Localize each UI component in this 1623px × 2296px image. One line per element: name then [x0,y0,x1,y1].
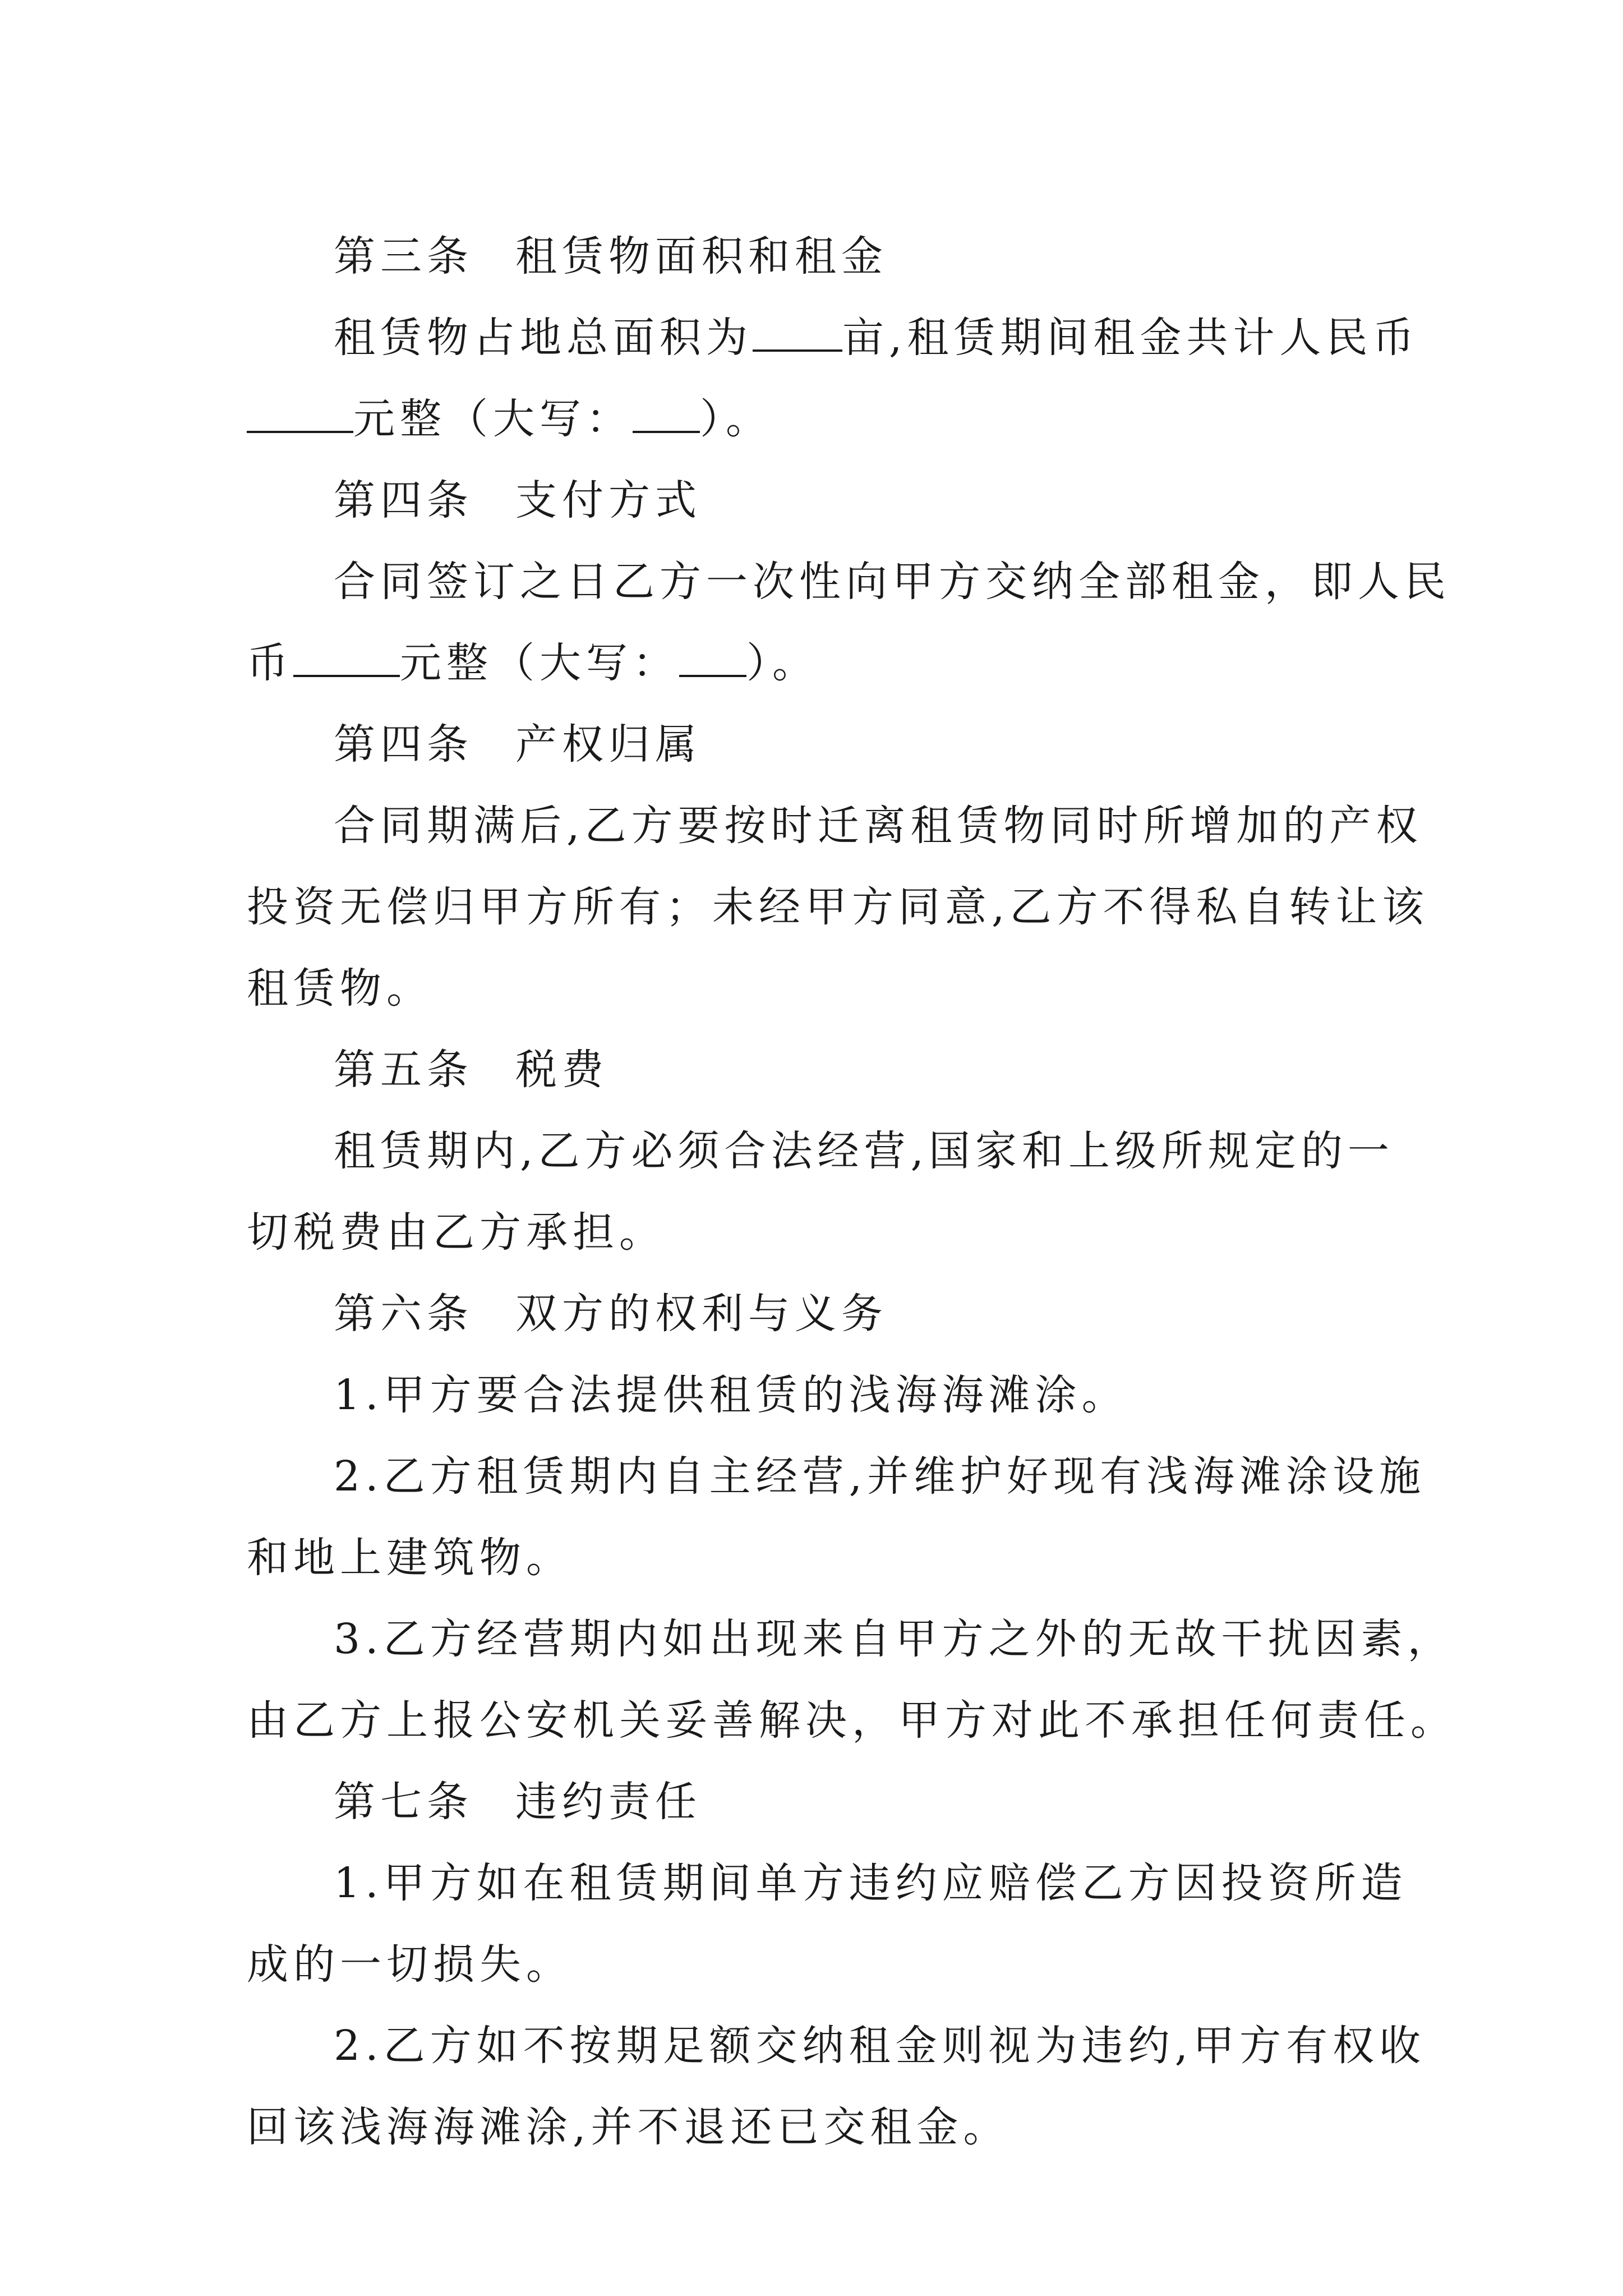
article-4-heading [247,460,1391,541]
article-number: 第四条 [334,720,473,769]
article-title: 支付方式 [515,476,702,524]
fill-blank [247,397,353,433]
article-title: 租赁物面积和租金 [515,232,888,280]
paragraph-line: 由乙方上报公安机关妥善解决，甲方对此不承担任何责任。 [247,1696,1457,1745]
paragraph-line: 成的一切损失。 [247,1940,573,1989]
article-title: 产权归属 [515,720,702,769]
fill-blank [679,641,746,677]
paragraph-line: 租赁物占地总面积为 亩,租赁期间租金共计人民币 [334,314,1419,362]
paragraph-line: 和地上建筑物。 [247,1534,573,1582]
paragraph-line: 切税费由乙方承担。 [247,1208,666,1257]
paragraph-line: 币 元整（大写： ）。 [247,639,819,687]
article-4b-heading [247,704,1391,785]
article-number: 第三条 [334,232,473,280]
paragraph-line: 回该浅海海滩涂,并不退还已交租金。 [247,2103,1010,2151]
paragraph-line: 租赁期内,乙方必须合法经营,国家和上级所规定的一 [334,1127,1395,1175]
fill-blank [753,316,842,352]
paragraph-line: 合同期满后,乙方要按时迁离租赁物同时所增加的产权 [334,802,1423,850]
article-number: 第四条 [334,476,473,524]
list-item: 1.甲方如在租赁期间单方违约应赔偿乙方因投资所造 [334,1859,1408,1907]
paragraph-line: 租赁物。 [247,964,433,1013]
article-7-heading [247,1761,1391,1843]
fill-blank [293,641,400,677]
contract-body [247,216,1457,2168]
paragraph-line: 投资无偿归甲方所有；未经甲方同意,乙方不得私自转让该 [247,883,1429,931]
list-item: 1.甲方要合法提供租赁的浅海海滩涂。 [334,1371,1128,1419]
article-title: 双方的权利与义务 [515,1290,888,1338]
paragraph-line: 元整（大写： ）。 [247,379,1391,460]
article-number: 第五条 [334,1046,473,1094]
list-item: 2.乙方租赁期内自主经营,并维护好现有浅海滩涂设施 [334,1452,1426,1501]
article-title: 违约责任 [515,1778,702,1826]
article-6-heading [247,1273,1391,1355]
article-title: 税费 [515,1046,608,1094]
list-item: 2.乙方如不按期足额交纳租金则视为违约,甲方有权收 [334,2022,1426,2070]
article-5-heading [247,1029,1391,1111]
fill-blank [633,397,700,433]
paragraph-line: 合同签订之日乙方一次性向甲方交纳全部租金，即人民 [334,558,1451,606]
article-number: 第六条 [334,1290,473,1338]
article-number: 第七条 [334,1778,473,1826]
list-item: 3.乙方经营期内如出现来自甲方之外的无故干扰因素， [334,1615,1454,1663]
article-3-heading [247,216,1391,297]
